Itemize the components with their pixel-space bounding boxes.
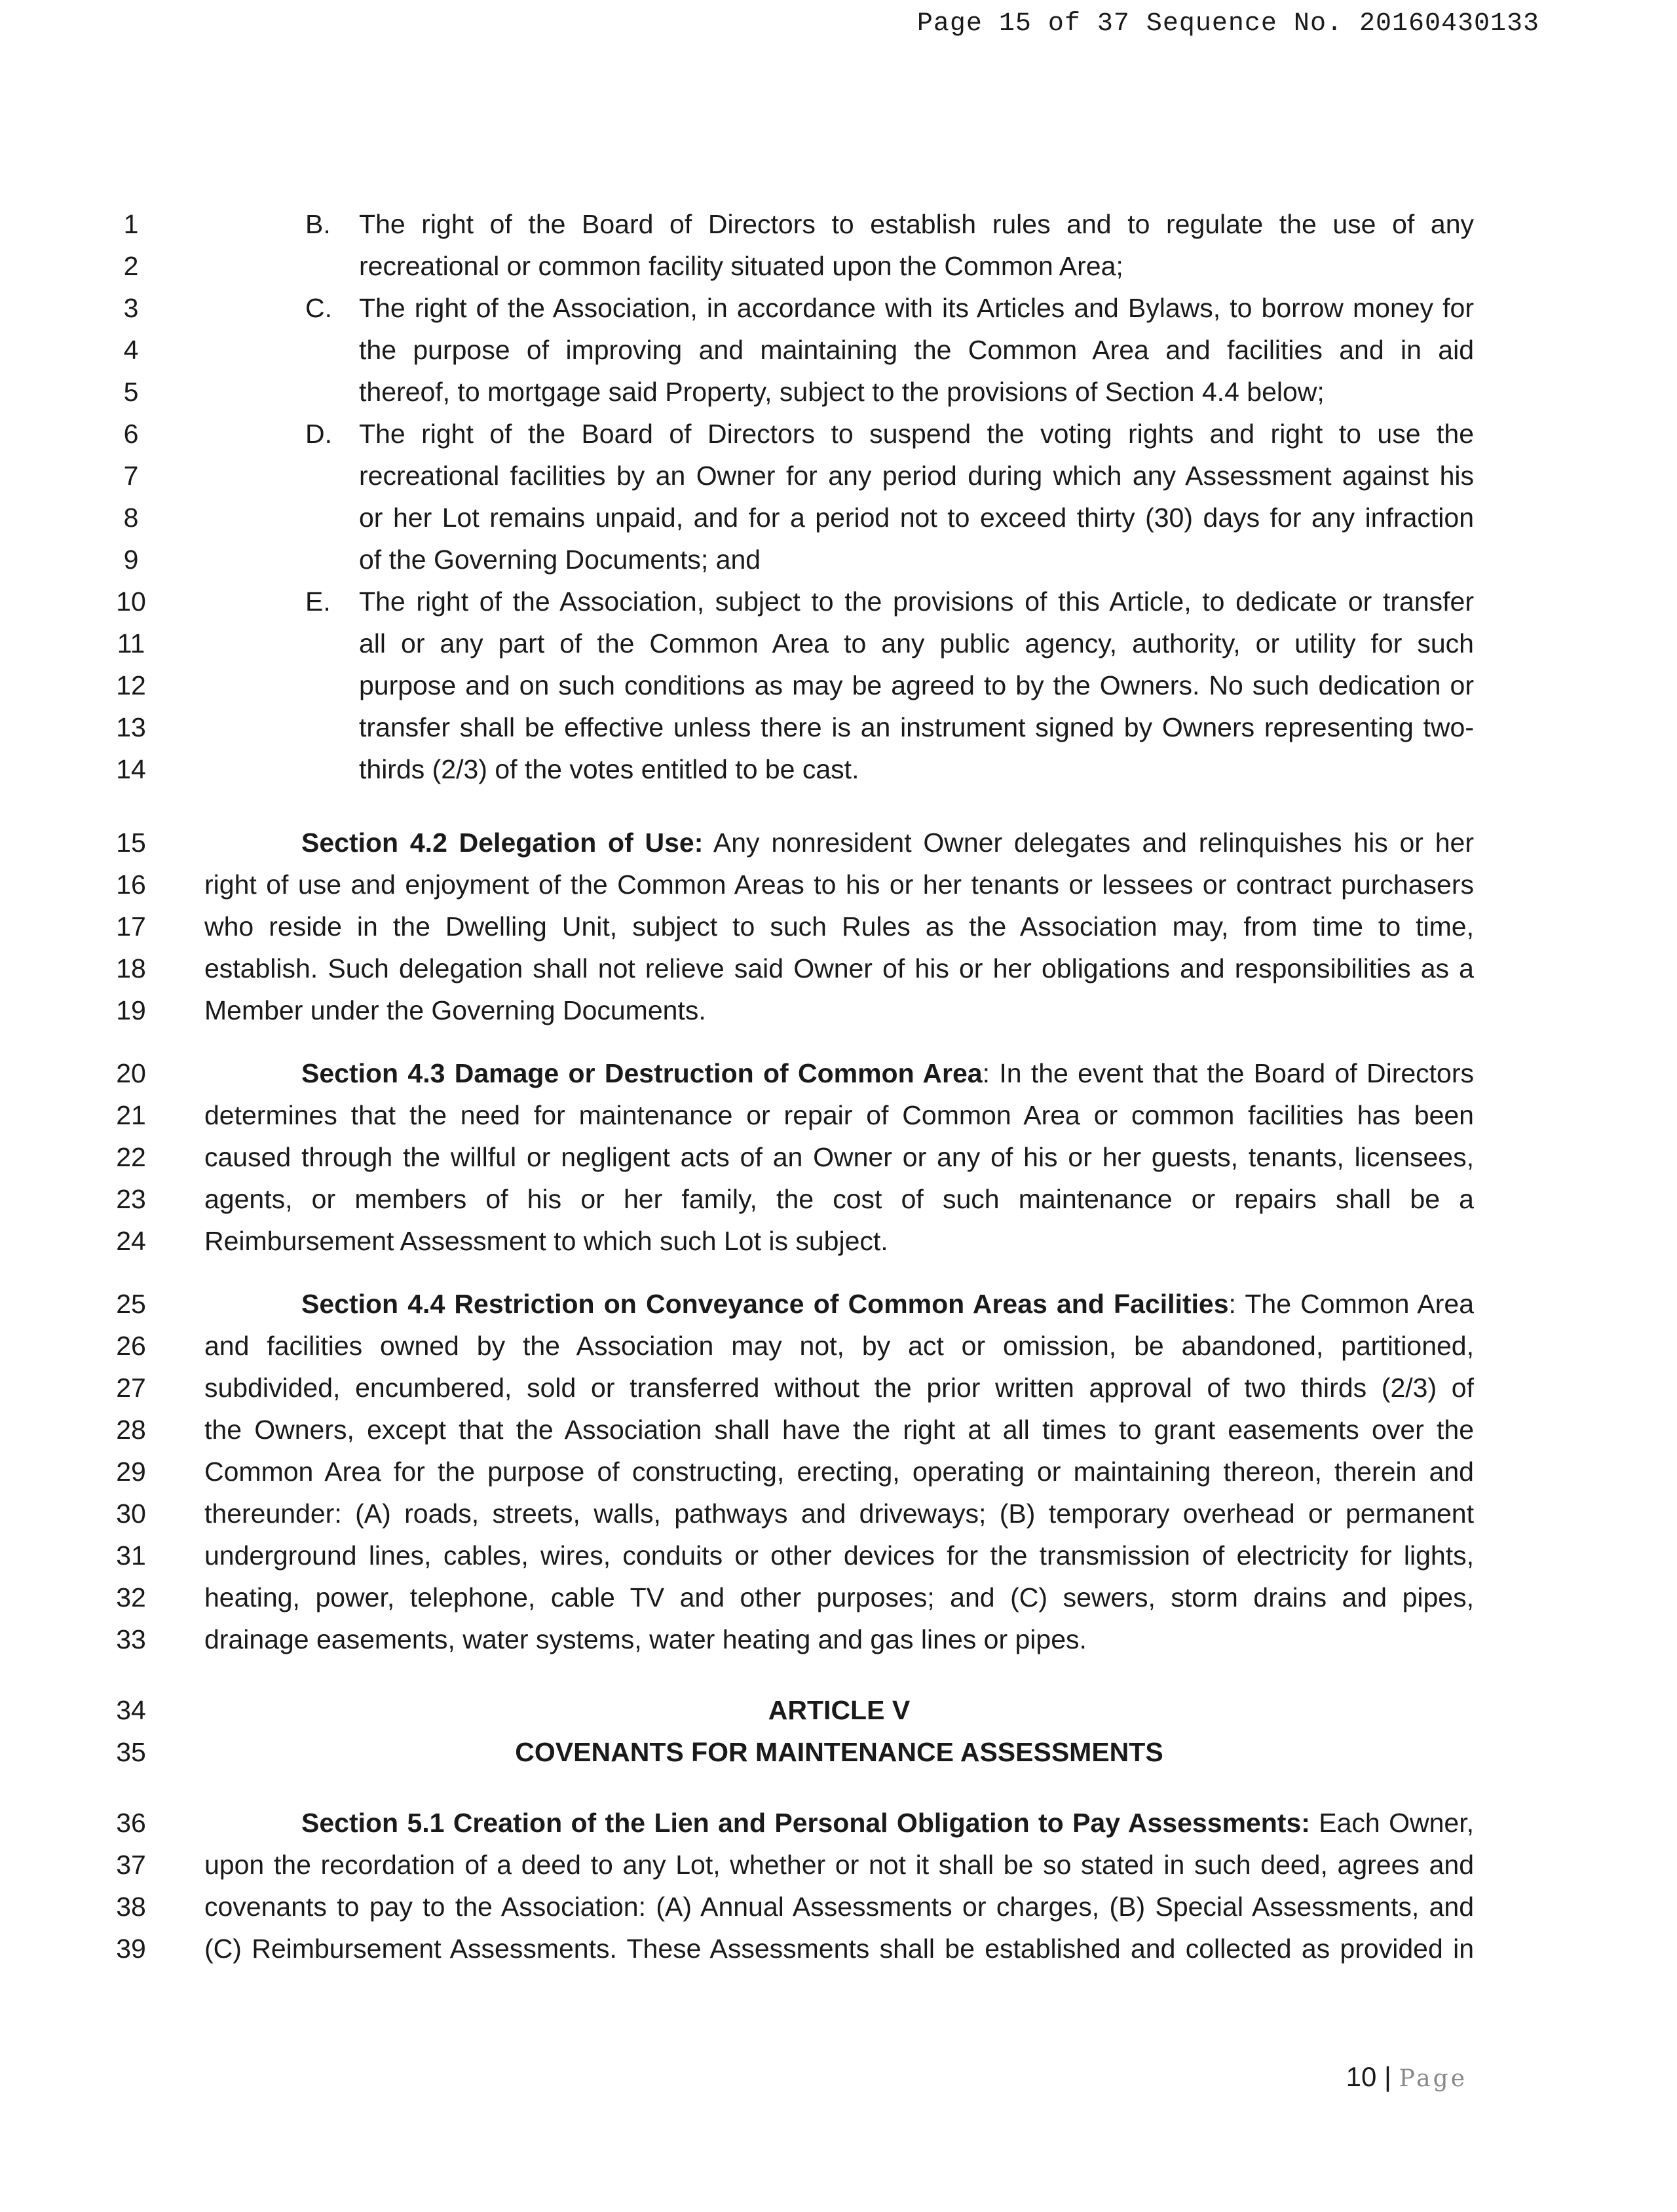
line-number: 4 [123, 335, 139, 365]
line-text [204, 1844, 1474, 1886]
line-number: 2 [123, 251, 139, 281]
line-content: caused through the willful or negligent acts of an Owner or any of his or her guests, tenants, licensees, [204, 1142, 1474, 1172]
line-text [204, 864, 1474, 906]
line-content: (C) Reimbursement Assessments. These Assessments shall be established and collected as provided in [204, 1934, 1474, 1964]
document-line [0, 864, 1677, 906]
line-content: heating, power, telephone, cable TV and other purposes; and (C) sewers, storm drains and pipes, [204, 1582, 1474, 1612]
footer-page-number: 10 [1346, 2061, 1377, 2092]
line-text [359, 371, 1474, 413]
line-content: and facilities owned by the Association may not, by act or omission, be abandoned, partitioned, [204, 1331, 1474, 1361]
document-line [0, 1283, 1677, 1325]
line-number: 34 [116, 1695, 146, 1725]
line-text [359, 329, 1474, 371]
line-text [204, 1052, 1474, 1094]
line-text [204, 1136, 1474, 1178]
document-line [0, 1178, 1677, 1220]
line-content: right of use and enjoyment of the Common Areas to his or her tenants or lessees or contract purchasers [204, 869, 1474, 900]
document-line [0, 1451, 1677, 1493]
line-content: underground lines, cables, wires, conduits or other devices for the transmission of electricity for lights, [204, 1540, 1474, 1571]
page-footer [1346, 2061, 1467, 2093]
document-line [0, 1802, 1677, 1844]
line-number: 23 [116, 1184, 146, 1214]
document-line [0, 1367, 1677, 1409]
document-line [0, 371, 1677, 413]
line-number: 5 [123, 377, 139, 407]
line-number: 30 [116, 1498, 146, 1529]
line-text [359, 748, 1474, 790]
line-text [359, 622, 1474, 664]
document-line [0, 329, 1677, 371]
line-number: 18 [116, 953, 146, 983]
line-text [204, 1409, 1474, 1451]
line-number: 39 [116, 1934, 146, 1964]
list-marker: B. [305, 209, 331, 239]
document-line [0, 1409, 1677, 1451]
line-number: 28 [116, 1415, 146, 1445]
document-line [0, 455, 1677, 497]
article-title: COVENANTS FOR MAINTENANCE ASSESSMENTS [515, 1737, 1163, 1767]
line-text [359, 497, 1474, 539]
line-text [204, 1451, 1474, 1493]
line-number: 38 [116, 1892, 146, 1922]
document-line [0, 287, 1677, 329]
line-content: thirds (2/3) of the votes entitled to be cast. [359, 754, 859, 784]
line-text [204, 1535, 1474, 1576]
line-text [204, 1802, 1474, 1844]
document-line [0, 1689, 1677, 1731]
line-text [204, 1220, 1474, 1262]
line-number: 1 [123, 209, 139, 239]
line-text [204, 822, 1474, 864]
line-number: 26 [116, 1331, 146, 1361]
line-content: Common Area for the purpose of constructing, erecting, operating or maintaining thereon, therein and [204, 1457, 1474, 1487]
line-number: 11 [117, 628, 145, 658]
line-content: recreational or common facility situated upon the Common Area; [359, 251, 1123, 281]
line-content: The right of the Board of Directors to suspend the voting rights and right to use the [359, 419, 1474, 449]
line-text [359, 539, 1474, 581]
line-text [204, 1928, 1474, 1970]
line-number: 14 [116, 754, 146, 784]
footer-separator: | [1384, 2061, 1391, 2092]
document-line [0, 1493, 1677, 1535]
line-text [359, 245, 1474, 287]
line-content: drainage easements, water systems, water heating and gas lines or pipes. [204, 1624, 1087, 1654]
document-line [0, 1886, 1677, 1928]
line-content: thereunder: (A) roads, streets, walls, pathways and driveways; (B) temporary overhead or permanent [204, 1498, 1474, 1529]
document-line [0, 1325, 1677, 1367]
page-sequence-header: Page 15 of 37 Sequence No. 20160430133 [916, 9, 1539, 39]
article-title: ARTICLE V [768, 1695, 911, 1725]
section-heading: Section 5.1 Creation of the Lien and Personal Obligation to Pay Assessments: [301, 1808, 1310, 1838]
line-content: covenants to pay to the Association: (A) Annual Assessments or charges, (B) Special Assessments, and [204, 1892, 1474, 1922]
document-line [0, 706, 1677, 748]
line-number: 16 [116, 869, 146, 900]
document-line [0, 1136, 1677, 1178]
list-marker: E. [305, 586, 331, 617]
line-content: Each Owner, [1310, 1808, 1474, 1838]
line-content: agents, or members of his or her family, the cost of such maintenance or repairs shall be a [204, 1184, 1474, 1214]
line-number: 9 [123, 544, 139, 575]
line-number: 35 [116, 1737, 146, 1767]
document-line [0, 822, 1677, 864]
line-content: The right of the Association, subject to the provisions of this Article, to dedicate or transfer [359, 586, 1474, 617]
document-line [0, 1094, 1677, 1136]
line-text [204, 1618, 1474, 1660]
line-text [359, 203, 1474, 245]
document-line [0, 906, 1677, 947]
line-content: establish. Such delegation shall not relieve said Owner of his or her obligations and responsibilities as a [204, 953, 1474, 983]
line-text [204, 947, 1474, 989]
line-content: upon the recordation of a deed to any Lot, whether or not it shall be so stated in such deed, agrees and [204, 1850, 1474, 1880]
line-content: The right of the Association, in accordance with its Articles and Bylaws, to borrow money for [359, 293, 1474, 323]
document-line [0, 664, 1677, 706]
line-number: 8 [123, 503, 139, 533]
line-number: 32 [116, 1582, 146, 1612]
line-content: Any nonresident Owner delegates and relinquishes his or her [703, 828, 1474, 858]
line-text [204, 1325, 1474, 1367]
line-content: The right of the Board of Directors to establish rules and to regulate the use of any [359, 209, 1474, 239]
line-content: or her Lot remains unpaid, and for a period not to exceed thirty (30) days for any infraction [359, 503, 1474, 533]
list-marker: D. [305, 419, 332, 449]
line-number: 6 [123, 419, 139, 449]
document-line [0, 203, 1677, 245]
document-line [0, 1220, 1677, 1262]
line-text [204, 989, 1474, 1031]
line-text [204, 906, 1474, 947]
line-number: 20 [116, 1058, 146, 1088]
line-number: 37 [116, 1850, 146, 1880]
line-text [359, 455, 1474, 497]
line-content: purpose and on such conditions as may be agreed to by the Owners. No such dedication or [359, 670, 1474, 700]
line-text [359, 287, 1474, 329]
line-text [204, 1576, 1474, 1618]
line-content: : The Common Area [1228, 1289, 1474, 1319]
section-heading: Section 4.4 Restriction on Conveyance of Common Areas and Facilities [301, 1289, 1229, 1319]
line-content: Member under the Governing Documents. [204, 995, 706, 1025]
line-number: 31 [116, 1540, 146, 1571]
line-content: Reimbursement Assessment to which such Lot is subject. [204, 1226, 888, 1256]
line-text [204, 1178, 1474, 1220]
line-number: 22 [116, 1142, 146, 1172]
line-content: all or any part of the Common Area to any public agency, authority, or utility for such [359, 628, 1474, 658]
line-number: 36 [116, 1808, 146, 1838]
line-text [204, 1886, 1474, 1928]
line-text [359, 706, 1474, 748]
line-number: 7 [123, 461, 139, 491]
footer-page-label: Page [1399, 2065, 1467, 2092]
line-text [359, 664, 1474, 706]
line-content: the purpose of improving and maintaining the Common Area and facilities and in aid [359, 335, 1474, 365]
line-content: determines that the need for maintenance or repair of Common Area or common facilities has been [204, 1100, 1474, 1130]
line-number: 29 [116, 1457, 146, 1487]
line-content: recreational facilities by an Owner for any period during which any Assessment against his [359, 461, 1474, 491]
line-text [204, 1367, 1474, 1409]
document-line [0, 1928, 1677, 1970]
section-heading: Section 4.3 Damage or Destruction of Common Area [301, 1058, 983, 1088]
document-line [0, 245, 1677, 287]
section-heading: Section 4.2 Delegation of Use: [301, 828, 704, 858]
line-number: 13 [116, 712, 146, 742]
document-line [0, 622, 1677, 664]
line-number: 25 [116, 1289, 146, 1319]
line-number: 12 [116, 670, 146, 700]
document-line [0, 581, 1677, 622]
document-line [0, 413, 1677, 455]
line-number: 15 [116, 828, 146, 858]
line-content: : In the event that the Board of Directors [982, 1058, 1474, 1088]
document-line [0, 989, 1677, 1031]
document-line [0, 947, 1677, 989]
list-marker: C. [305, 293, 332, 323]
document-line [0, 748, 1677, 790]
line-content: subdivided, encumbered, sold or transferred without the prior written approval of two thirds (2/3) of [204, 1373, 1474, 1403]
line-number: 3 [123, 293, 139, 323]
line-text [204, 1283, 1474, 1325]
line-number: 24 [116, 1226, 146, 1256]
line-number: 21 [116, 1100, 146, 1130]
document-line [0, 1052, 1677, 1094]
document-line [0, 539, 1677, 581]
line-text [204, 1094, 1474, 1136]
document-line [0, 497, 1677, 539]
line-number: 10 [116, 586, 146, 617]
line-content: who reside in the Dwelling Unit, subject to such Rules as the Association may, from time to time, [204, 911, 1474, 942]
line-text [204, 1493, 1474, 1535]
line-text [359, 413, 1474, 455]
document-line [0, 1535, 1677, 1576]
document-line [0, 1618, 1677, 1660]
document-line [0, 1576, 1677, 1618]
line-number: 17 [116, 911, 146, 942]
document-line [0, 1844, 1677, 1886]
line-number: 33 [116, 1624, 146, 1654]
line-content: the Owners, except that the Association shall have the right at all times to grant easements over the [204, 1415, 1474, 1445]
line-text [359, 581, 1474, 622]
line-content: thereof, to mortgage said Property, subject to the provisions of Section 4.4 below; [359, 377, 1325, 407]
line-content: of the Governing Documents; and [359, 544, 761, 575]
document-line [0, 1731, 1677, 1773]
line-number: 27 [116, 1373, 146, 1403]
line-content: transfer shall be effective unless there is an instrument signed by Owners representing two- [359, 712, 1474, 742]
line-number: 19 [116, 995, 146, 1025]
